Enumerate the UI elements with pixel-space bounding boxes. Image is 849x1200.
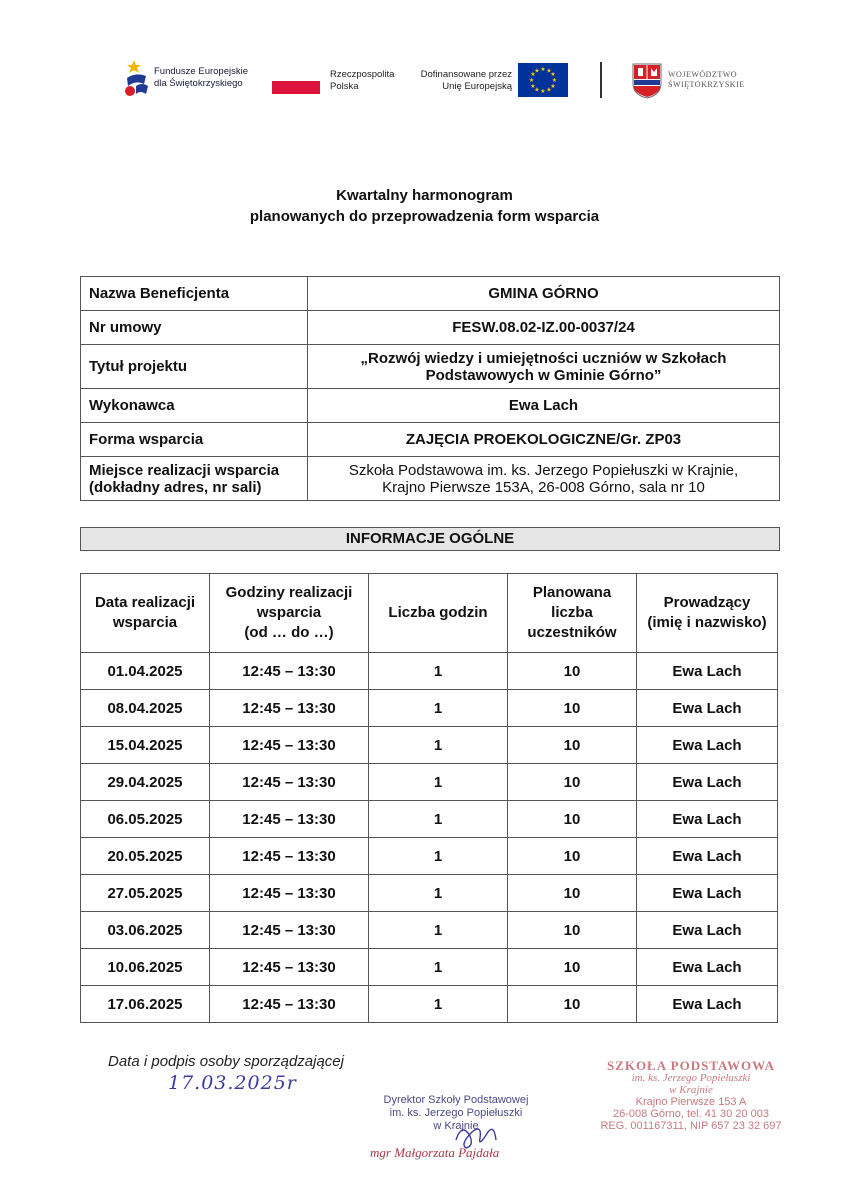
cell-hours: 12:45 – 13:30: [210, 986, 369, 1023]
table-row: [81, 727, 778, 764]
column-header-hour-count: [369, 574, 508, 653]
location-label-line2: (dokładny adres, nr sali): [89, 478, 262, 496]
logo-divider: [600, 62, 602, 98]
table-row: [81, 838, 778, 875]
rp-line2: Polska: [330, 81, 359, 92]
eu-line2: Unię Europejską: [442, 81, 512, 92]
info-label: Wykonawca: [81, 389, 308, 423]
beneficiary-info-table: [80, 276, 780, 501]
cell-hour-count: 1: [369, 838, 508, 875]
school-stamp-line1: SZKOŁA PODSTAWOWA: [606, 1058, 776, 1073]
director-stamp-line2: im. ks. Jerzego Popiełuszki: [389, 1107, 523, 1119]
cell-hours: 12:45 – 13:30: [210, 801, 369, 838]
header-line: Prowadzący: [663, 594, 751, 611]
svg-text:★: ★: [530, 71, 536, 78]
director-name: mgr Małgorzata Pajdała: [370, 1145, 500, 1160]
cell-date: 08.04.2025: [81, 690, 210, 727]
info-row-support-form: [81, 423, 780, 457]
info-value: FESW.08.02-IZ.00-0037/24: [308, 311, 780, 345]
info-label: [81, 457, 308, 501]
svg-text:★: ★: [534, 67, 540, 75]
header-line: Planowana: [532, 584, 612, 601]
cell-participants: 10: [508, 986, 637, 1023]
cell-hours: 12:45 – 13:30: [210, 653, 369, 690]
svg-text:★: ★: [550, 83, 556, 90]
svg-text:★: ★: [528, 77, 535, 84]
school-stamp: [586, 1060, 796, 1132]
location-line1: Szkoła Podstawowa im. ks. Jerzego Popiełuszki w Krajnie,: [348, 461, 739, 479]
cell-date: 01.04.2025: [81, 653, 210, 690]
eu-line1: Dofinansowane przez: [420, 69, 512, 80]
fe-line2: dla Świętokrzyskiego: [154, 78, 243, 89]
cell-participants: 10: [508, 875, 637, 912]
cell-hour-count: 1: [369, 912, 508, 949]
cell-hours: 12:45 – 13:30: [210, 912, 369, 949]
info-value: [308, 345, 780, 389]
cell-instructor: Ewa Lach: [637, 986, 778, 1023]
cell-hour-count: 1: [369, 801, 508, 838]
cell-participants: 10: [508, 690, 637, 727]
schedule-header-row: [81, 574, 778, 653]
cell-date: 10.06.2025: [81, 949, 210, 986]
info-value: GMINA GÓRNO: [308, 277, 780, 311]
location-line2: Krajno Pierwsze 153A, 26-008 Górno, sala nr 10: [382, 478, 705, 496]
cell-date: 20.05.2025: [81, 838, 210, 875]
svg-text:★: ★: [540, 66, 546, 73]
info-label: Forma wsparcia: [81, 423, 308, 457]
column-header-date: [81, 574, 210, 653]
header-line: Godziny realizacji: [225, 584, 353, 601]
table-row: [81, 949, 778, 986]
eu-flag-icon: [518, 63, 568, 97]
cell-date: 29.04.2025: [81, 764, 210, 801]
cell-hours: 12:45 – 13:30: [210, 690, 369, 727]
cell-hour-count: 1: [369, 690, 508, 727]
table-row: [81, 912, 778, 949]
cell-hours: 12:45 – 13:30: [210, 764, 369, 801]
cell-hours: 12:45 – 13:30: [210, 949, 369, 986]
school-stamp-line4: Krajno Pierwsze 153 A: [635, 1096, 747, 1108]
cell-participants: 10: [508, 949, 637, 986]
cell-instructor: Ewa Lach: [637, 690, 778, 727]
cell-instructor: Ewa Lach: [637, 801, 778, 838]
eu-cofunding-label: [418, 69, 512, 93]
cell-instructor: Ewa Lach: [637, 949, 778, 986]
cell-date: 15.04.2025: [81, 727, 210, 764]
header-line: liczba: [551, 604, 593, 621]
cell-date: 27.05.2025: [81, 875, 210, 912]
cell-instructor: Ewa Lach: [637, 838, 778, 875]
header-line: (imię i nazwisko): [647, 614, 767, 631]
header-line: wsparcia: [256, 604, 322, 621]
column-header-instructor: [637, 574, 778, 653]
woj-line2: ŚWIĘTOKRZYSKIE: [668, 80, 745, 89]
project-title-line1: „Rozwój wiedzy i umiejętności uczniów w Szkołach: [360, 349, 727, 367]
info-value: [308, 457, 780, 501]
cell-participants: 10: [508, 838, 637, 875]
document-title-line1: Kwartalny harmonogram: [336, 187, 513, 204]
cell-hour-count: 1: [369, 764, 508, 801]
cell-hour-count: 1: [369, 986, 508, 1023]
school-stamp-line2: im. ks. Jerzego Popiełuszki: [631, 1072, 751, 1084]
info-row-project-title: [81, 345, 780, 389]
info-row-contract: [81, 311, 780, 345]
svg-text:★: ★: [530, 83, 536, 90]
info-label: Tytuł projektu: [81, 345, 308, 389]
project-title-line2: Podstawowych w Gminie Górno”: [425, 366, 662, 384]
cell-participants: 10: [508, 653, 637, 690]
logo-bar: [0, 0, 849, 120]
cell-participants: 10: [508, 727, 637, 764]
cell-hours: 12:45 – 13:30: [210, 838, 369, 875]
header-line: uczestników: [527, 624, 617, 641]
cell-participants: 10: [508, 764, 637, 801]
cell-hours: 12:45 – 13:30: [210, 875, 369, 912]
cell-instructor: Ewa Lach: [637, 875, 778, 912]
cell-hours: 12:45 – 13:30: [210, 727, 369, 764]
header-line: wsparcia: [112, 614, 178, 631]
schedule-table: [80, 573, 778, 1023]
school-stamp-line6: REG. 001167311, NIP 657 23 32 697: [600, 1120, 782, 1132]
info-label: Nr umowy: [81, 311, 308, 345]
document-title-line2: planowanych do przeprowadzenia form wsparcia: [249, 208, 600, 225]
cell-instructor: Ewa Lach: [637, 653, 778, 690]
info-value: Ewa Lach: [308, 389, 780, 423]
cell-instructor: Ewa Lach: [637, 727, 778, 764]
location-label-line1: Miejsce realizacji wsparcia: [89, 461, 280, 479]
section-header-general-info: INFORMACJE OGÓLNE: [80, 527, 780, 551]
table-row: [81, 801, 778, 838]
table-row: [81, 875, 778, 912]
handwritten-date: 17.03.2025r: [168, 1072, 297, 1094]
school-stamp-line3: w Krajnie: [669, 1084, 713, 1096]
rzeczpospolita-label: [330, 69, 394, 93]
column-header-hours: [210, 574, 369, 653]
schedule-body: [81, 653, 778, 1023]
svg-text:★: ★: [546, 67, 552, 75]
info-value: ZAJĘCIA PROEKOLOGICZNE/Gr. ZP03: [308, 423, 780, 457]
fe-line1: Fundusze Europejskie: [154, 66, 248, 77]
rp-line1: Rzeczpospolita: [330, 69, 395, 80]
cell-hour-count: 1: [369, 875, 508, 912]
woj-line1: WOJEWÓDZTWO: [668, 70, 738, 79]
table-row: [81, 986, 778, 1023]
cell-hour-count: 1: [369, 949, 508, 986]
info-row-location: [81, 457, 780, 501]
cell-date: 06.05.2025: [81, 801, 210, 838]
cell-participants: 10: [508, 801, 637, 838]
school-stamp-line5: 26-008 Górno, tel. 41 30 20 003: [613, 1108, 769, 1120]
fundusze-europejskie-logo-icon: [124, 58, 150, 98]
svg-text:★: ★: [551, 77, 558, 84]
cell-participants: 10: [508, 912, 637, 949]
fundusze-europejskie-label: [154, 66, 248, 90]
svg-text:★: ★: [534, 86, 540, 94]
cell-date: 17.06.2025: [81, 986, 210, 1023]
table-row: [81, 764, 778, 801]
cell-date: 03.06.2025: [81, 912, 210, 949]
info-row-contractor: [81, 389, 780, 423]
poland-flag-icon: [272, 81, 320, 94]
signature-label: Data i podpis osoby sporządzającej: [108, 1053, 344, 1070]
table-row: [81, 690, 778, 727]
column-header-participants: [508, 574, 637, 653]
svg-text:★: ★: [550, 71, 556, 78]
cell-hour-count: 1: [369, 727, 508, 764]
cell-hour-count: 1: [369, 653, 508, 690]
header-line: Data realizacji: [94, 594, 196, 611]
svg-text:★: ★: [540, 88, 546, 95]
cell-instructor: Ewa Lach: [637, 912, 778, 949]
info-label: Nazwa Beneficjenta: [81, 277, 308, 311]
director-stamp-line1: Dyrektor Szkoły Podstawowej: [383, 1094, 529, 1106]
table-row: [81, 653, 778, 690]
info-row-beneficiary: [81, 277, 780, 311]
header-line: Liczba godzin: [388, 604, 488, 621]
header-line: (od … do …): [244, 624, 334, 641]
cell-instructor: Ewa Lach: [637, 764, 778, 801]
wojewodztwo-label: [668, 70, 745, 90]
svg-text:★: ★: [546, 86, 552, 94]
director-stamp-line3: w Krajnie: [433, 1120, 479, 1132]
swietokrzyskie-crest-icon: [632, 63, 662, 99]
